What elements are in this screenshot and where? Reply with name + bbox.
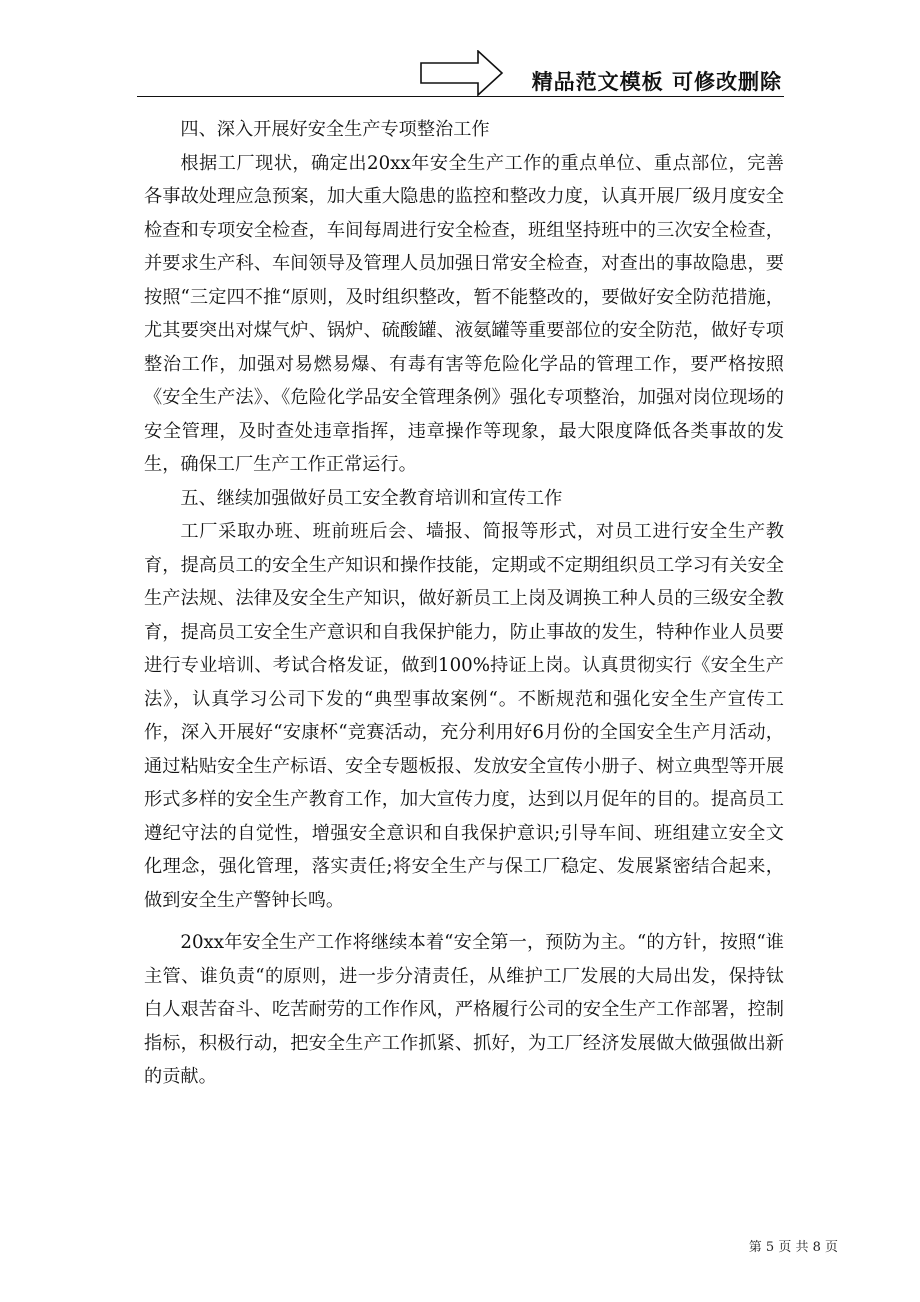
paragraph-conclusion: 20xx年安全生产工作将继续本着“安全第一，预防为主。“的方针，按照“谁主管、谁负责“的原则，进一步分清责任，从维护工厂发展的大局出发，保持钛白人艰苦奋斗、吃苦耐劳的工作作风，严格履行公司的安全生产工作部署，控制指标，积极行动，把安全生产工作抓紧、抓好，为工厂经济发展做大做强做出新的贡献。 bbox=[144, 932, 784, 1087]
document-body bbox=[144, 113, 784, 1094]
paragraph-education: 工厂采取办班、班前班后会、墙报、简报等形式，对员工进行安全生产教育，提高员工的安全生产知识和操作技能，定期或不定期组织员工学习有关安全生产法规、法律及安全生产知识，做好新员工上岗及调换工种人员的三级安全教育，提高员工安全生产意识和自我保护能力，防止事故的发生，特种作业人员要进行专业培训、考试合格发证，做到100%持证上岗。认真贯彻实行《安全生产法》，认真学习公司下发的“典型事故案例“。不断规范和强化安全生产宣传工作，深入开展好“安康杯“竞赛活动，充分利用好6月份的全国安全生产月活动，通过粘贴安全生产标语、安全专题板报、发放安全宣传小册子、树立典型等开展形式多样的安全生产教育工作，加大宣传力度，达到以月促年的目的。提高员工遵纪守法的自觉性，增强安全意识和自我保护意识;引导车间、班组建立安全文化理念，强化管理，落实责任;将安全生产与保工厂稳定、发展紧密结合起来，做到安全生产警钟长鸣。 bbox=[144, 521, 784, 911]
header-rule bbox=[137, 96, 784, 97]
page-header bbox=[0, 0, 920, 100]
section-heading-5: 五、继续加强做好员工安全教育培训和宣传工作 bbox=[180, 487, 563, 509]
header-title: 精品范文模板 可修改删除 bbox=[531, 70, 782, 94]
section-heading-4: 四、深入开展好安全生产专项整治工作 bbox=[180, 119, 490, 140]
paragraph-rectification: 根据工厂现状，确定出20xx年安全生产工作的重点单位、重点部位，完善各事故处理应急预案，加大重大隐患的监控和整改力度，认真开展厂级月度安全检查和专项安全检查，车间每周进行安全检查，班组坚持班中的三次安全检查，并要求生产科、车间领导及管理人员加强日常安全检查，对查出的事故隐患，要按照“三定四不推“原则，及时组织整改，暂不能整改的，要做好安全防范措施，尤其要突出对煤气炉、锅炉、硫酸罐、液氨罐等重要部位的安全防范，做好专项整治工作，加强对易燃易爆、有毒有害等危险化学品的管理工作，要严格按照《安全生产法》、《危险化学品安全管理条例》强化专项整治，加强对岗位现场的安全管理，及时查处违章指挥，违章操作等现象，最大限度降低各类事故的发生，确保工厂生产工作正常运行。 bbox=[144, 152, 784, 475]
page-number: 第 5 页 共 8 页 bbox=[748, 1240, 838, 1255]
right-arrow-icon bbox=[420, 50, 504, 96]
